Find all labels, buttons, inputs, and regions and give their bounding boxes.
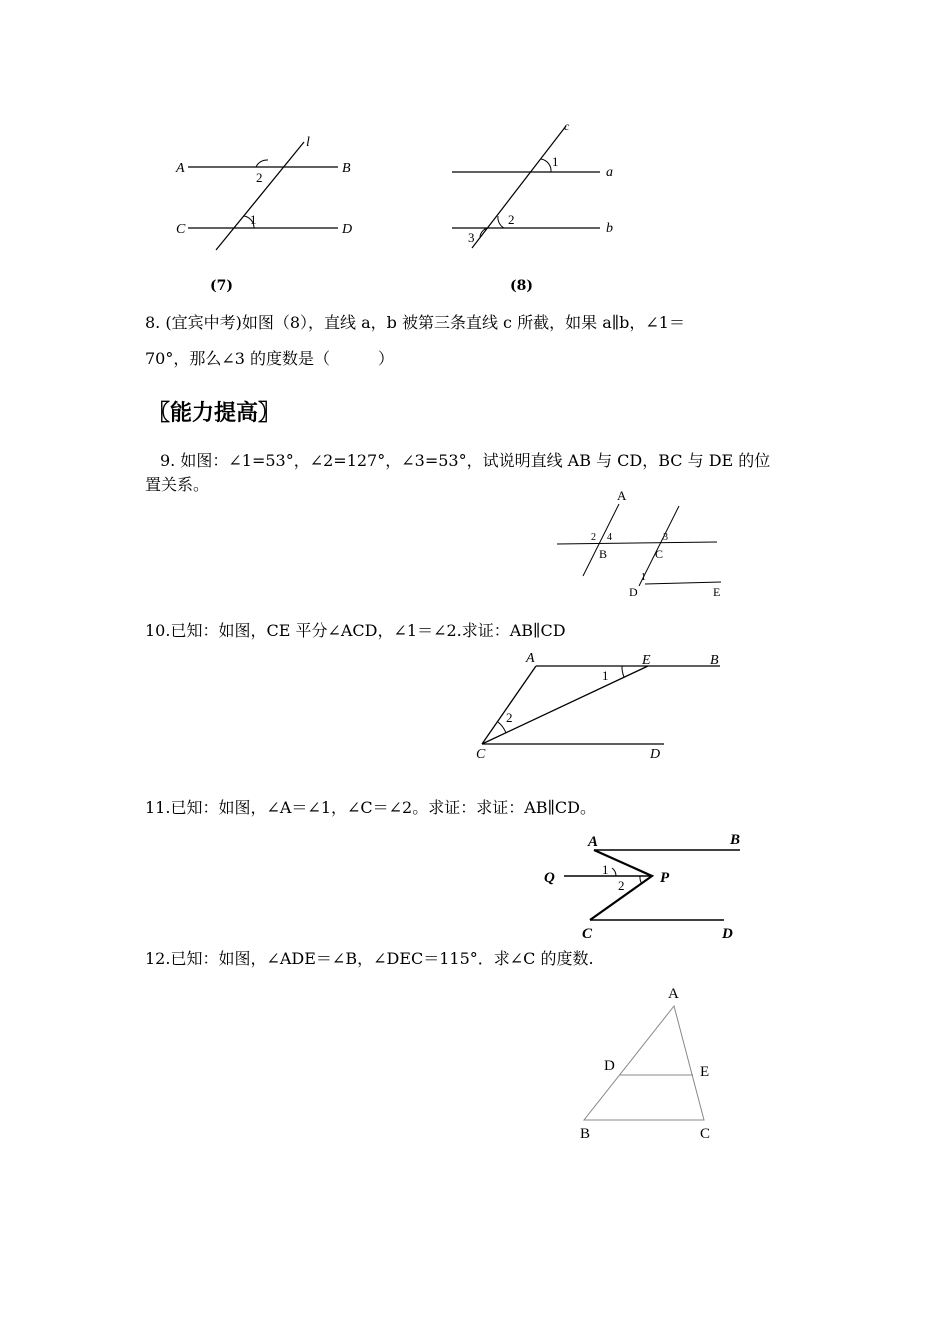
fig7-caption: (7) [210, 278, 233, 294]
fig8-caption: (8) [510, 278, 533, 294]
question-11: 11.已知：如图，∠A＝∠1，∠C＝∠2。求证：求证：AB∥CD。 [145, 798, 597, 817]
fig7-label-c: C [176, 222, 186, 237]
fig7-label-l: l [306, 135, 310, 150]
figure-11 [540, 826, 750, 942]
figure-10 [472, 650, 732, 762]
fig9-angle-1: 1 [641, 572, 646, 583]
fig11-label-p: P [660, 870, 670, 886]
figure-9 [555, 486, 725, 598]
fig8-label-a: a [606, 165, 613, 180]
question-9-line-1: 9. 如图：∠1=53°，∠2=127°，∠3=53°，试说明直线 AB 与 CD，BC 与 DE 的位 [160, 451, 771, 470]
fig11-label-d: D [722, 926, 733, 942]
fig11-label-c: C [582, 926, 593, 942]
question-12: 12.已知：如图，∠ADE＝∠B，∠DEC＝115°．求∠C 的度数. [145, 949, 594, 968]
fig8-angle-3: 3 [468, 230, 475, 245]
fig9-label-b: B [599, 547, 608, 561]
figure-8 [450, 118, 630, 248]
fig7-angle-2: 2 [256, 170, 263, 185]
fig9-angle-4: 4 [607, 532, 612, 543]
section-heading: 〖能力提高〗 [148, 401, 281, 426]
fig10-angle-1: 1 [602, 668, 609, 683]
fig7-label-a: A [176, 161, 185, 176]
fig7-label-d: D [342, 222, 353, 237]
question-8-line-1: 8. (宜宾中考)如图（8），直线 a，b 被第三条直线 c 所截，如果 a∥b，∠1＝ [145, 313, 685, 332]
fig9-label-a: A [617, 488, 627, 503]
fig12-label-d: D [604, 1058, 615, 1074]
fig12-label-c: C [700, 1126, 711, 1142]
fig10-label-e: E [642, 653, 651, 668]
fig7-angle-1: 1 [250, 212, 257, 227]
question-10: 10.已知：如图，CE 平分∠ACD，∠1＝∠2.求证：AB∥CD [145, 621, 566, 640]
fig10-label-a: A [526, 651, 535, 666]
fig10-angle-2: 2 [506, 710, 513, 725]
fig12-label-b: B [580, 1126, 591, 1142]
fig11-label-b: B [730, 832, 741, 848]
fig8-angle-2: 2 [508, 212, 515, 227]
fig10-label-b: B [710, 653, 719, 668]
fig12-label-a: A [668, 986, 679, 1002]
fig10-label-c: C [476, 747, 486, 762]
fig8-label-b: b [606, 221, 613, 236]
fig9-label-c: C [655, 547, 664, 561]
fig9-label-d: D [629, 585, 638, 599]
fig9-angle-2: 2 [591, 532, 596, 543]
figure-7 [170, 130, 370, 260]
question-9-line-2: 置关系。 [145, 475, 210, 494]
fig12-label-e: E [700, 1064, 710, 1080]
fig11-label-q: Q [544, 870, 555, 886]
fig8-angle-1: 1 [552, 154, 559, 169]
fig11-label-a: A [588, 834, 599, 850]
fig11-angle-1: 1 [602, 862, 609, 877]
fig9-label-e: E [713, 585, 721, 599]
figure-12 [576, 982, 726, 1144]
fig10-label-d: D [650, 747, 661, 762]
question-8-line-2: 70°，那么∠3 的度数是（ ） [145, 349, 395, 368]
fig11-angle-2: 2 [618, 878, 625, 893]
fig9-angle-3: 3 [663, 532, 668, 543]
fig8-label-c: c [564, 119, 570, 133]
fig7-label-b: B [342, 161, 351, 176]
